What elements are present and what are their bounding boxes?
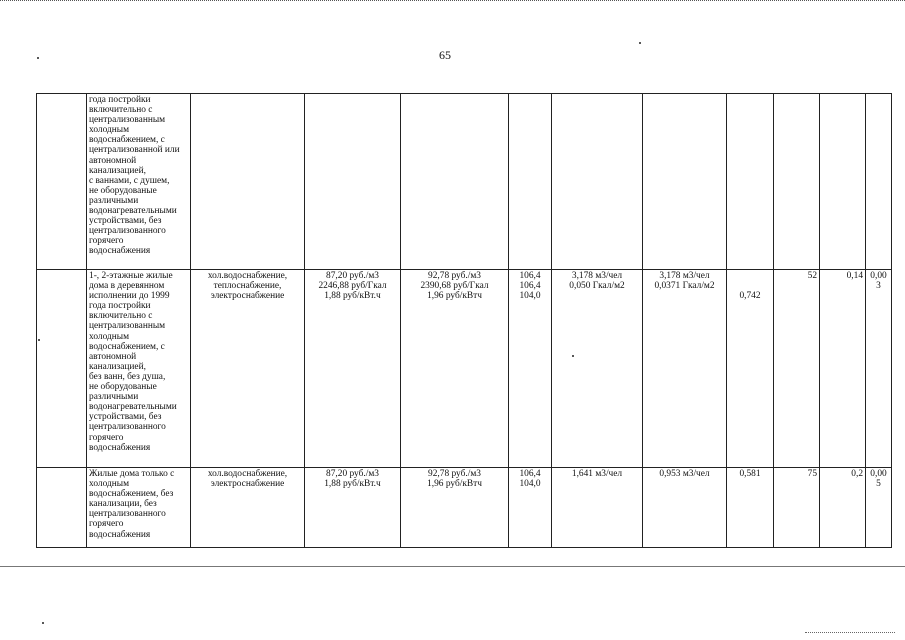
tariff-current-cell [305, 94, 401, 270]
value-a-cell [774, 94, 820, 270]
growth-index-cell: 106,4 104,0 [509, 468, 552, 548]
coefficient-cell [727, 94, 774, 270]
building-description-cell: года постройки включительно с централизованным холодным водоснабжением, с централизованной или автономной канализацией, с ваннами, с душем, не оборудованые различными водонагревательными устройствами, без централизованного горячего водоснабжения [87, 94, 191, 270]
tariff-new-cell [401, 94, 509, 270]
bottom-rule [0, 566, 905, 567]
growth-index-cell: 106,4 106,4 104,0 [509, 270, 552, 468]
value-b-cell [820, 94, 866, 270]
table-row [37, 94, 892, 270]
scan-speck [639, 42, 641, 44]
scan-speck [37, 57, 39, 59]
row-number-cell [37, 94, 87, 270]
table-row [37, 270, 892, 468]
page-number: 65 [439, 48, 451, 62]
norm-new-cell [643, 94, 727, 270]
table-row [37, 468, 892, 548]
scan-edge [0, 0, 905, 11]
tariff-new-cell: 92,78 руб./м3 1,96 руб/кВтч [401, 468, 509, 548]
norm-current-cell [552, 94, 643, 270]
row-number-cell [37, 468, 87, 548]
services-cell: хол.водоснабжение, теплоснабжение, электроснабжение [191, 270, 305, 468]
value-a-cell: 75 [774, 468, 820, 548]
scan-edge-bottom [805, 632, 895, 633]
growth-index-cell [509, 94, 552, 270]
tariff-table [36, 93, 892, 548]
value-a-cell: 52 [774, 270, 820, 468]
services-cell: хол.водоснабжение, электроснабжение [191, 468, 305, 548]
value-c-cell: 0,00 5 [866, 468, 892, 548]
value-c-cell: 0,00 3 [866, 270, 892, 468]
services-cell [191, 94, 305, 270]
value-b-cell: 0,2 [820, 468, 866, 548]
norm-current-cell: 1,641 м3/чел [552, 468, 643, 548]
tariff-table-wrapper [36, 93, 892, 548]
coefficient-cell: 0,581 [727, 468, 774, 548]
scan-speck [42, 622, 44, 624]
norm-new-cell: 0,953 м3/чел [643, 468, 727, 548]
value-b-cell: 0,14 [820, 270, 866, 468]
building-description-cell: 1-, 2-этажные жилые дома в деревянном исполнении до 1999 года постройки включительно с централизованным холодным водоснабжением, с автономной канализацией, без ванн, без душа, не оборудованые различными водонагревательными устройствами, без централизованного горячего водоснабжения [87, 270, 191, 468]
row-number-cell [37, 270, 87, 468]
norm-new-cell: 3,178 м3/чел 0,0371 Гкал/м2 [643, 270, 727, 468]
building-description-cell: Жилые дома только с холодным водоснабжением, без канализации, без централизованного горячего водоснабжения [87, 468, 191, 548]
coefficient-cell: 0,742 [727, 270, 774, 468]
tariff-current-cell: 87,20 руб./м3 2246,88 руб/Гкал 1,88 руб/кВт.ч [305, 270, 401, 468]
norm-current-cell: 3,178 м3/чел 0,050 Гкал/м2 [552, 270, 643, 468]
tariff-new-cell: 92,78 руб./м3 2390,68 руб/Гкал 1,96 руб/кВтч [401, 270, 509, 468]
value-c-cell [866, 94, 892, 270]
tariff-current-cell: 87,20 руб./м3 1,88 руб/кВт.ч [305, 468, 401, 548]
